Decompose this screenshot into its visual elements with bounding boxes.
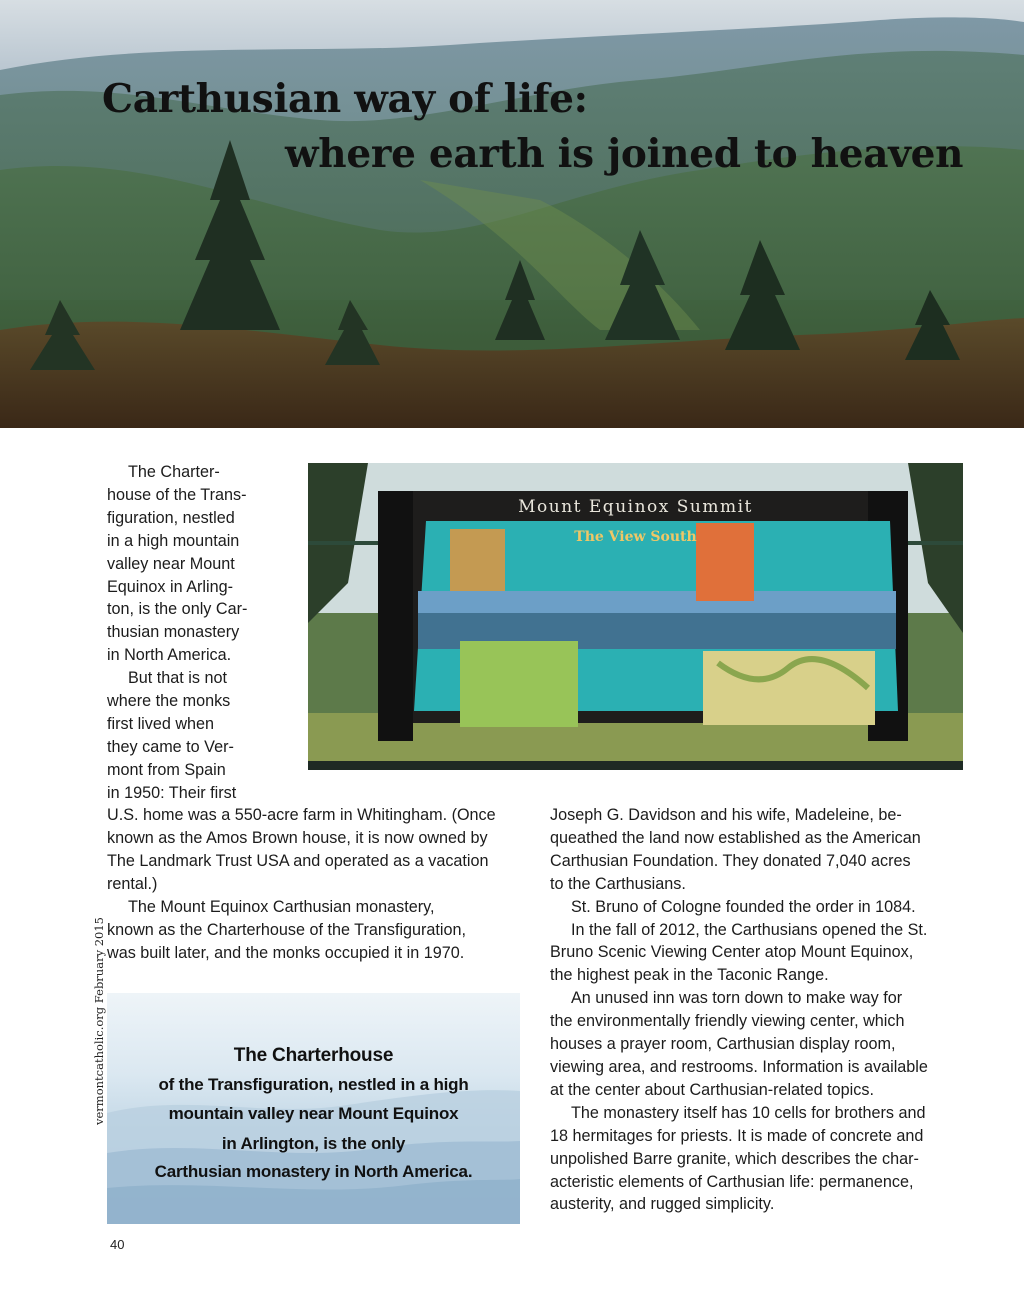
text-line: mont from Spain: [107, 760, 226, 779]
pull-quote-line: Carthusian monastery in North America.: [154, 1162, 473, 1181]
text-line: Bruno Scenic Viewing Center atop Mount Equinox,: [550, 943, 914, 962]
article-title-line-1: Carthusian way of life:: [102, 76, 588, 122]
text-line: The Landmark Trust USA and operated as a vacation: [107, 851, 489, 870]
text-line: viewing area, and restrooms. Information is available: [550, 1057, 928, 1076]
hero-image: [0, 0, 1024, 428]
body-paragraph-7: [550, 987, 970, 1102]
body-paragraph-4: [550, 804, 970, 896]
pull-quote-box: [107, 993, 520, 1224]
text-line: at the center about Carthusian-related topics.: [550, 1080, 874, 1099]
text-line: Carthusian Foundation. They donated 7,040 acres: [550, 851, 911, 870]
pull-quote-line: The Charterhouse: [233, 1045, 394, 1066]
text-line: in North America.: [107, 646, 232, 665]
text-line: known as the Charterhouse of the Transfiguration,: [107, 920, 467, 939]
text-line: was built later, and the monks occupied it in 1970.: [107, 943, 465, 962]
text-line: But that is not: [128, 669, 227, 687]
text-line: valley near Mount: [107, 554, 235, 573]
text-line: acteristic elements of Carthusian life: permanence,: [550, 1172, 914, 1191]
sign-heading: Mount Equinox Summit: [518, 497, 753, 517]
text-line: 18 hermitages for priests. It is made of concrete and: [550, 1126, 924, 1145]
mountain-landscape-illustration: [0, 0, 1024, 428]
text-line: In the fall of 2012, the Carthusians opened the St.: [571, 920, 928, 939]
text-line: unpolished Barre granite, which describes the char-: [550, 1149, 919, 1168]
text-line: figuration, nestled: [107, 508, 235, 527]
text-line: Equinox in Arling-: [107, 577, 233, 596]
text-line: the highest peak in the Taconic Range.: [550, 966, 829, 985]
text-line: house of the Trans-: [107, 485, 247, 504]
text-line: The Mount Equinox Carthusian monastery,: [128, 898, 435, 916]
body-paragraph-5: [550, 896, 970, 919]
text-line: Joseph G. Davidson and his wife, Madeleine, be-: [550, 806, 902, 824]
body-paragraph-2: [107, 667, 297, 804]
text-line: first lived when: [107, 714, 215, 733]
text-line: houses a prayer room, Carthusian display room,: [550, 1035, 896, 1054]
text-line: thusian monastery: [107, 623, 240, 642]
pull-quote-line: of the Transfiguration, nestled in a high: [158, 1075, 469, 1094]
text-line: An unused inn was torn down to make way for: [571, 989, 903, 1008]
text-line: the environmentally friendly viewing center, which: [550, 1012, 905, 1031]
text-line: U.S. home was a 550-acre farm in Whitingham. (Once: [107, 806, 496, 824]
text-line: St. Bruno of Cologne founded the order in 1084.: [571, 897, 916, 916]
side-credit: vermontcatholic.org February 2015: [92, 917, 106, 1125]
text-line: to the Carthusians.: [550, 874, 686, 893]
mount-equinox-sign-photo: [308, 463, 963, 770]
pull-quote-line: mountain valley near Mount Equinox: [168, 1104, 459, 1123]
body-paragraph-1: [107, 461, 297, 667]
article-title-line-2: where earth is joined to heaven: [285, 131, 964, 177]
text-line: rental.): [107, 874, 158, 893]
body-paragraph-6: [550, 919, 970, 988]
text-line: known as the Amos Brown house, it is now owned by: [107, 828, 488, 847]
right-column: [550, 804, 970, 1216]
body-paragraph-3: [107, 896, 527, 965]
body-paragraph-2-continued: [107, 804, 527, 896]
text-line: The Charter-: [128, 463, 220, 481]
sign-subheading: The View South: [574, 529, 697, 545]
text-line: ton, is the only Car-: [107, 600, 248, 619]
pull-quote-line: in Arlington, is the only: [221, 1134, 406, 1153]
body-paragraph-8: [550, 1102, 970, 1217]
text-line: The monastery itself has 10 cells for brothers and: [571, 1103, 926, 1122]
text-line: austerity, and rugged simplicity.: [550, 1195, 775, 1214]
text-line: queathed the land now established as the American: [550, 828, 921, 847]
text-line: in 1950: Their first: [107, 783, 237, 802]
text-line: in a high mountain: [107, 531, 240, 550]
text-line: they came to Ver-: [107, 737, 234, 756]
text-line: where the monks: [107, 691, 231, 710]
page-number: 40: [110, 1237, 125, 1252]
